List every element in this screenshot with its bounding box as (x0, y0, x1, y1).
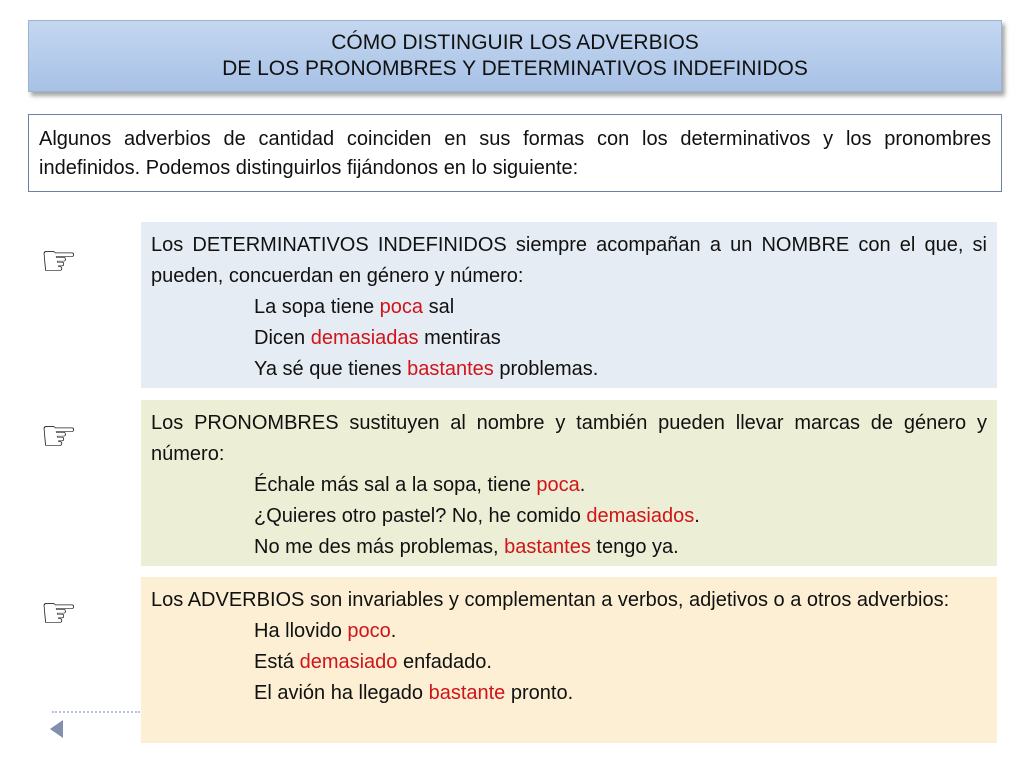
dotted-divider (52, 711, 140, 713)
section-description: Los ADVERBIOS son invariables y complementan a verbos, adjetivos o a otros adverbios: (151, 589, 950, 611)
section-determinativos (141, 222, 997, 388)
pointing-hand-icon: ☞ (40, 236, 78, 285)
example-sentence: Ya sé que tienes bastantes problemas. (254, 358, 599, 380)
section-description: Los DETERMINATIVOS INDEFINIDOS siempre acompañan a un NOMBRE con el que, si pueden, concuerdan en género y número: (151, 234, 987, 287)
highlighted-word: demasiadas (310, 327, 419, 349)
example-sentence: La sopa tiene poca sal (254, 296, 455, 318)
highlighted-word: bastante (428, 682, 506, 704)
title-line-1: CÓMO DISTINGUIR LOS ADVERBIOS (331, 31, 699, 54)
example-sentence: Échale más sal a la sopa, tiene poca. (254, 474, 586, 496)
highlighted-word: demasiados (586, 505, 695, 527)
pointing-hand-icon: ☞ (40, 411, 78, 460)
section-description: Los PRONOMBRES sustituyen al nombre y también pueden llevar marcas de género y número: (151, 412, 987, 465)
title-line-2: DE LOS PRONOMBRES Y DETERMINATIVOS INDEFINIDOS (222, 57, 808, 80)
intro-text: Algunos adverbios de cantidad coinciden en sus formas con los determinativos y los pronombres indefinidos. Podemos distinguirlos fijándonos en lo siguiente: (28, 114, 1002, 192)
highlighted-word: bastantes (407, 358, 494, 380)
example-sentence: Ha llovido poco. (254, 620, 397, 642)
highlighted-word: poca (536, 474, 580, 496)
highlighted-word: demasiado (299, 651, 398, 673)
highlighted-word: poca (379, 296, 424, 318)
pointing-hand-icon: ☞ (40, 588, 78, 637)
highlighted-word: poco (347, 620, 391, 642)
section-adverbios (141, 577, 997, 743)
highlighted-word: bastantes (504, 536, 591, 558)
slide-title (28, 20, 1002, 92)
example-sentence: No me des más problemas, bastantes tengo ya. (254, 536, 679, 558)
example-sentence: ¿Quieres otro pastel? No, he comido demasiados. (254, 505, 700, 527)
example-sentence: Está demasiado enfadado. (254, 651, 492, 673)
previous-slide-icon[interactable] (50, 720, 63, 738)
section-pronombres (141, 400, 997, 566)
example-sentence: El avión ha llegado bastante pronto. (254, 682, 574, 704)
example-sentence: Dicen demasiadas mentiras (254, 327, 501, 349)
